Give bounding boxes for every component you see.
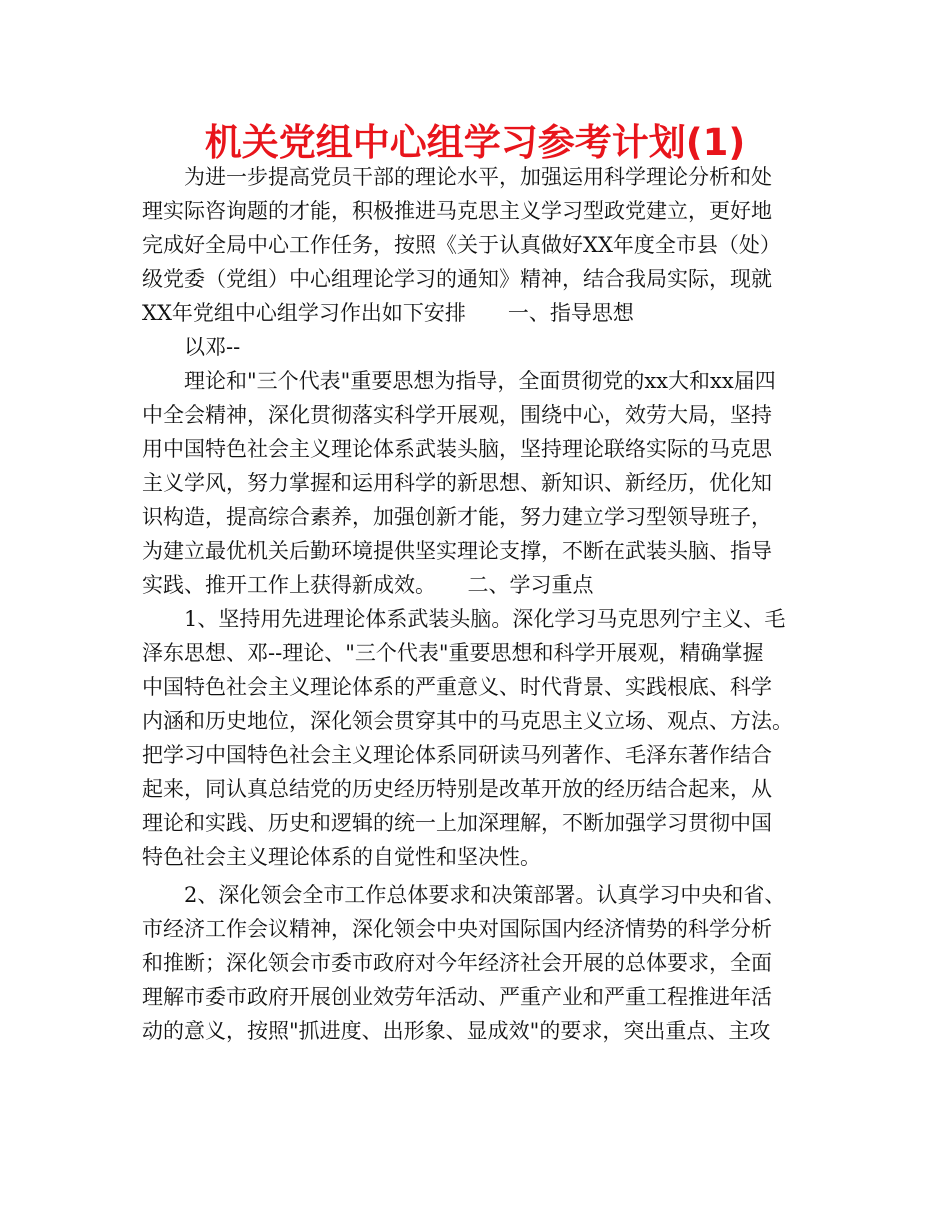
text-line: 实践、推开工作上获得新成效。 二、学习重点: [142, 573, 594, 597]
text-line: 把学习中国特色社会主义理论体系同研读马列著作、毛泽东著作结合: [142, 743, 772, 767]
text-line: 中国特色社会主义理论体系的严重意义、时代背景、实践根底、科学: [142, 675, 772, 699]
text-line: XX年党组中心组学习作出如下安排 一、指导思想: [142, 301, 634, 325]
text-line: 2、深化领会全市工作总体要求和决策部署。认真学习中央和省、: [184, 883, 786, 907]
text-line: 特色社会主义理论体系的自觉性和坚决性。: [142, 845, 541, 869]
text-line: 为进一步提高党员干部的理论水平，加强运用科学理论分析和处: [184, 165, 772, 189]
text-line: 和推断；深化领会市委市政府对今年经济社会开展的总体要求，全面: [142, 951, 772, 975]
text-line: 理论和"三个代表"重要思想为指导，全面贯彻党的xx大和xx届四: [184, 369, 776, 393]
text-line: 内涵和历史地位，深化领会贯穿其中的马克思主义立场、观点、方法。: [142, 709, 793, 733]
text-line: 动的意义，按照"抓进度、出形象、显成效"的要求，突出重点、主攻: [142, 1019, 771, 1043]
text-line: 理论和实践、历史和逻辑的统一上加深理解，不断加强学习贯彻中国: [142, 811, 772, 835]
text-line: 以邓--: [184, 335, 241, 359]
text-line: 识构造，提高综合素养，加强创新才能，努力建立学习型领导班子，: [142, 505, 772, 529]
text-line: 起来，同认真总结党的历史经历特别是改革开放的经历结合起来，从: [142, 777, 772, 801]
text-line: 用中国特色社会主义理论体系武装头脑，坚持理论联络实际的马克思: [142, 437, 772, 461]
text-line: 理解市委市政府开展创业效劳年活动、严重产业和严重工程推进年活: [142, 985, 772, 1009]
text-line: 泽东思想、邓--理论、"三个代表"重要思想和科学开展观，精确掌握: [142, 641, 764, 665]
text-line: 为建立最优机关后勤环境提供坚实理论支撑，不断在武装头脑、指导: [142, 539, 772, 563]
text-line: 级党委（党组）中心组理论学习的通知》精神，结合我局实际，现就: [142, 267, 772, 291]
text-line: 理实际咨询题的才能，积极推进马克思主义学习型政党建立，更好地: [142, 199, 772, 223]
text-line: 中全会精神，深化贯彻落实科学开展观，围绕中心，效劳大局，坚持: [142, 403, 772, 427]
text-line: 完成好全局中心工作任务，按照《关于认真做好XX年度全市县（处）: [142, 233, 781, 257]
text-line: 1、坚持用先进理论体系武装头脑。深化学习马克思列宁主义、毛: [184, 607, 786, 631]
document-body: [142, 160, 822, 1048]
text-line: 市经济工作会议精神，深化领会中央对国际国内经济情势的科学分析: [142, 917, 772, 941]
document-title: 机关党组中心组学习参考计划(1): [204, 121, 746, 164]
text-line: 主义学风，努力掌握和运用科学的新思想、新知识、新经历，优化知: [142, 471, 772, 495]
